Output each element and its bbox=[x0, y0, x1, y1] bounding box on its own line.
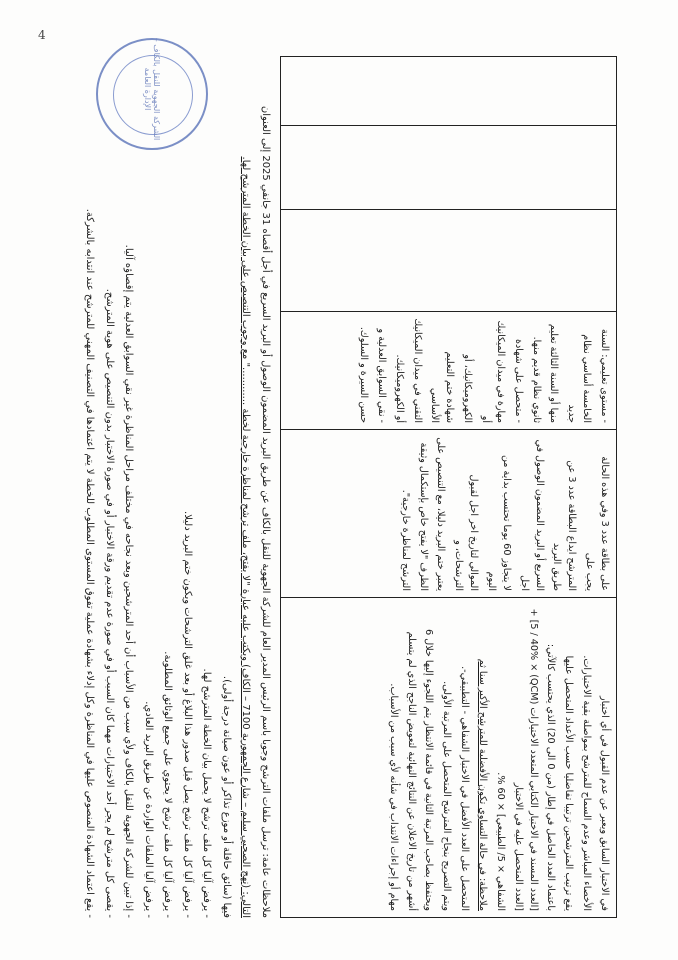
table-line: - نقي السوابق العدلية و bbox=[375, 328, 387, 423]
notes-intro: ملاحظات عامة: ترسل ملفات الترشح وجوبا باسم الرئيس المدير العام للشركة الجهوية للنقل بالكاف عن طريق البريد المضمون الوصول أو البريد السريع في أجل أقصاه 31 جانفي 2025 إلى العنوان bbox=[260, 105, 271, 918]
table-line: - مستوى تعليمي: السنة bbox=[599, 329, 610, 423]
table-line: باعتماد العدد الحاصل في إطار (من 0 الى 20) الذي يحتسب كالآتي: bbox=[545, 643, 557, 911]
table-line: منها أو السنة الثالثة تعليم bbox=[548, 323, 560, 423]
table-line: الكهروميكانيك، أو bbox=[462, 354, 474, 423]
table-line: الترشح لمناظرة خارجية". bbox=[399, 489, 411, 591]
table-note-line: ملاحظة: في حالة التساوي تكون الأفضلية للمترشح الأكبر سنا ثم bbox=[476, 658, 488, 911]
table-line: ويحتفظ بصاحب المرتبة الثانية في قائمة الانتظار يتم اللجوء إليها خلال 6 bbox=[423, 629, 435, 911]
table-cell-empty bbox=[281, 57, 616, 125]
table-line: ويتم التصريح بنجاح المترشح المتحصل على المرتبة الأولى. bbox=[441, 681, 453, 911]
table-cell-empty bbox=[281, 125, 616, 209]
table-line: الشفاهي × 5/ الطبيعي] × 60 %. bbox=[494, 772, 506, 911]
list-item: - يقصى كل مترشح لم يجر أحد الاختبارات مهما كان السبب أو في صورة عدم تقديم ورقة الاختبار أو في صورة الاختبار بدون التنصيص على هوية المترشح. bbox=[101, 58, 118, 918]
stamp-text: الشركة الجهوية للنقل بالكاف – الإدارة العامة bbox=[143, 37, 161, 141]
list-item: - يرفض آليا كل ملف ترشح لا يحمل بيان الخطة المترشح لها. bbox=[198, 58, 215, 918]
list-item: - يرفض آليا كل ملف ترشح يصل قبل صدور هذا البلاغ أو بعد غلق الترشحات ويكون ختم البريد دليلا. bbox=[179, 58, 196, 918]
table-line: - متحصل على شهادة bbox=[512, 338, 524, 423]
table-line: أو الكهروميكانيك. bbox=[393, 354, 405, 423]
table-line: في الاختبار السابق ويعبر عن عدم القبول في أي اختبار bbox=[599, 696, 610, 911]
general-notes bbox=[78, 58, 273, 918]
page-number: 4 bbox=[38, 28, 46, 42]
table-line: يعتبر ختم البريد دليلا، مع التنصيص على bbox=[435, 437, 447, 591]
table-line: المتحصل على العدد الأفضل في الاختبار الشفاهي - التطبيقي-. bbox=[459, 666, 471, 911]
table-line: حسن السيرة و السلوك. bbox=[357, 326, 369, 423]
table-line: أشهر من تاريخ الاعلان عن النتائج النهائية لتعويض الناجح الذي لم يتسلم bbox=[405, 631, 417, 911]
table-line: المترشح ايداع البطاقة عدد 3 عن طريق البريد bbox=[551, 460, 578, 591]
table-line: [العدد المسند في الاختبار الكتابي المتعدد الاختيارات (QCM) × 5 / 40%] + [العدد المتحصل عليه في الاختبار bbox=[512, 608, 539, 911]
notes-address: التالي: (نهج الصحبي سليم – شارع الجمهورية 7100 – الكاف) ويكتب عليه عبارة "لا يفتح، ملف ترشح لمناظرة خارجية لخطة ............" مع وجوب التنصيص على بيان الخطة المترشح لها. bbox=[240, 156, 252, 918]
table-line: الموالي لتاريخ اخر اجل لقبول الترشحات، و bbox=[453, 474, 480, 591]
table-line: شهادة ختم التعليم الأساسي bbox=[429, 351, 456, 423]
rotated-content bbox=[49, 30, 629, 930]
table-cell-empty bbox=[281, 209, 616, 311]
list-item: - إذا تبين للشركة الجهوية للنقل بالكاف ولأي سبب من الأسباب أن أحد المترشحين وبعد نجاحه في مختلف مراحل المناظرة غير نقي السوابق العدلية يتم إقصاؤه آليا. bbox=[120, 58, 137, 918]
table-cell-evaluation bbox=[281, 597, 616, 917]
requirements-table bbox=[280, 56, 617, 918]
table-line: لا يتجاوز 60 يوما تحتسب بداية من اليوم bbox=[485, 454, 512, 591]
table-line: مهارة في ميدان الميكانيك أو bbox=[479, 320, 506, 423]
list-item: - يرفض آليا كل ملف ترشح لا يحتوي على جميع الوثائق المطلوبة. bbox=[159, 58, 176, 918]
table-line: الظرف "لا يفتح خاص بإستكمال وثيقة bbox=[417, 442, 429, 591]
table-line: مهام أو إجراءات الانتداب في شأنه لأي سبب من الأسباب. bbox=[387, 683, 399, 911]
notes-list bbox=[81, 58, 215, 918]
table-line: الأخصاء المباشر وعدم السماح للمترشح بمواصلة بقية الاختبارات. bbox=[581, 655, 593, 911]
table-line: الخامسة أساسي نظام جديد bbox=[566, 334, 593, 423]
table-line: ثانوي نظام قديم منها. bbox=[530, 336, 542, 423]
table-line: السريع أو البريد المضمون الوصول في اجل bbox=[518, 439, 545, 591]
table-cell-conditions bbox=[281, 311, 616, 429]
list-item: - يقع اعتماد الشهادة المنصوص عليها في المناظرة وكل إدلاء بشهادة عملية تفوق المستوى المطلوب للخطة لا يتم اعتمادها في التصنيف المهني للمترشح عند انتدابه بالشركة. bbox=[81, 58, 98, 918]
notes-address-tail: فيها (سائق حافلة أو موزع تذاكر أو عون صيانة درجة أولى). bbox=[221, 675, 232, 918]
table-cell-documents bbox=[281, 429, 616, 597]
list-item: - يرفض آليا الملفات الواردة عن طريق البريد العادي. bbox=[140, 58, 157, 918]
table-line: التقني في ميدان الميكانيك bbox=[411, 318, 423, 423]
table-line: على بطاقة عدد 3 وفي هذه الحالة يجب على bbox=[584, 456, 610, 591]
table-line: يقع ترتيب المترشحين ترتيبا تفاضليا حسب الأعداد المتحصل عليها bbox=[563, 655, 575, 911]
